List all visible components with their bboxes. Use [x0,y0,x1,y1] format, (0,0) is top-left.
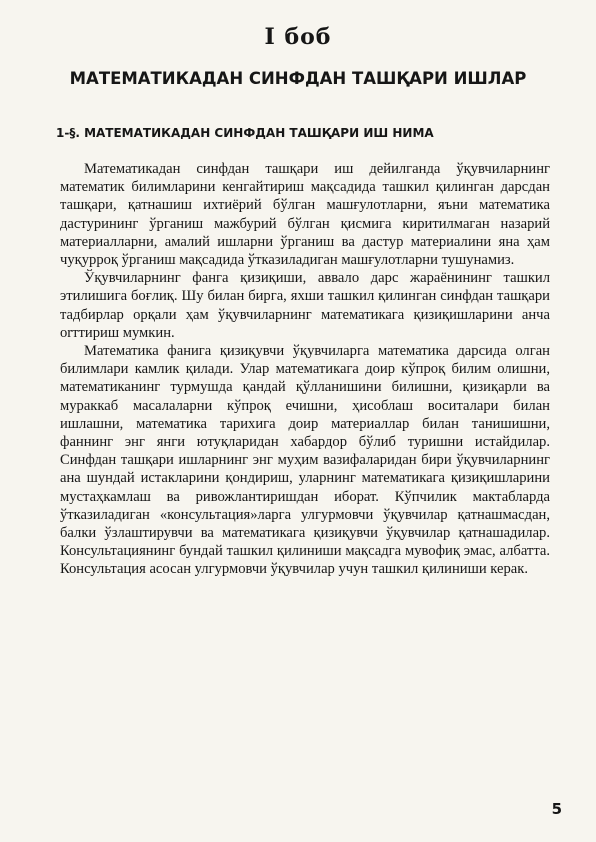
chapter-label: I боб [264,24,332,50]
body-text [60,160,550,579]
paragraph: Математика фанига қизиқувчи ўқувчиларга математика дарсида олган билимлари камлик қилади. Улар математикага доир кўпроқ билим олишни, математиканинг турмушда қандай қўлланишини билишни, қизиқарли ва мураккаб масалаларни кўпроқ ечишни, ҳисоблаш воситалари билан ишлашни, математика тарихига доир материаллар билан танишишни, фаннинг энг янги ютуқларидан хабардор бўлиб туришни истайдилар. Синфдан ташқари ишларнинг энг муҳим вазифаларидан бири ўқувчиларнинг ана шундай истакларини қондириш, уларнинг математикага қизиқишларини мустаҳкамлаш ва ривожлантиришдан иборат. Кўпчилик мактабларда ўтказиладиган «консультация»ларга улгурмовчи ўқувчилар қатнашмасдан, балки ўзлаштирувчи ва математикага қизиқувчи ўқувчилар қатнашадилар. Консультациянинг бундай ташкил қилиниши мақсадга мувофиқ эмас, албатта. Консультация асосан улгурмовчи ўқувчилар учун ташкил қилиниши керак. [60,343,550,578]
page-number: 5 [551,800,562,818]
chapter-title: МАТЕМАТИКАДАН СИНФДАН ТАШҚАРИ ИШЛАР [69,69,527,88]
paragraph: Математикадан синфдан ташқари иш дейилганда ўқувчиларнинг математик билимларини кенгайтириш мақсадида ташкил қилинган дарсдан ташқари, қатнашиш ихтиёрий бўлган машғулотларни, яъни математика дастурининг ўрганиш мажбурий бўлган қисмига киритилмаган назарий материалларни, амалий ишларни ўрганиш ва дастур материалини яна ҳам чуқурроқ ўрганиш мақсадида ўтказиладиган машғулотларни тушунамиз. [60,161,550,269]
section-heading: 1-§. МАТЕМАТИКАДАН СИНФДАН ТАШҚАРИ ИШ НИМА [56,126,434,140]
paragraph: Ўқувчиларнинг фанга қизиқиши, аввало дарс жараёнининг ташкил этилишига боғлиқ. Шу билан бирга, яхши ташкил қилинган синфдан ташқари тадбирлар орқали ҳам ўқувчиларнинг математикага қизиқишларини анча orттириш мумкин. [60,270,550,341]
